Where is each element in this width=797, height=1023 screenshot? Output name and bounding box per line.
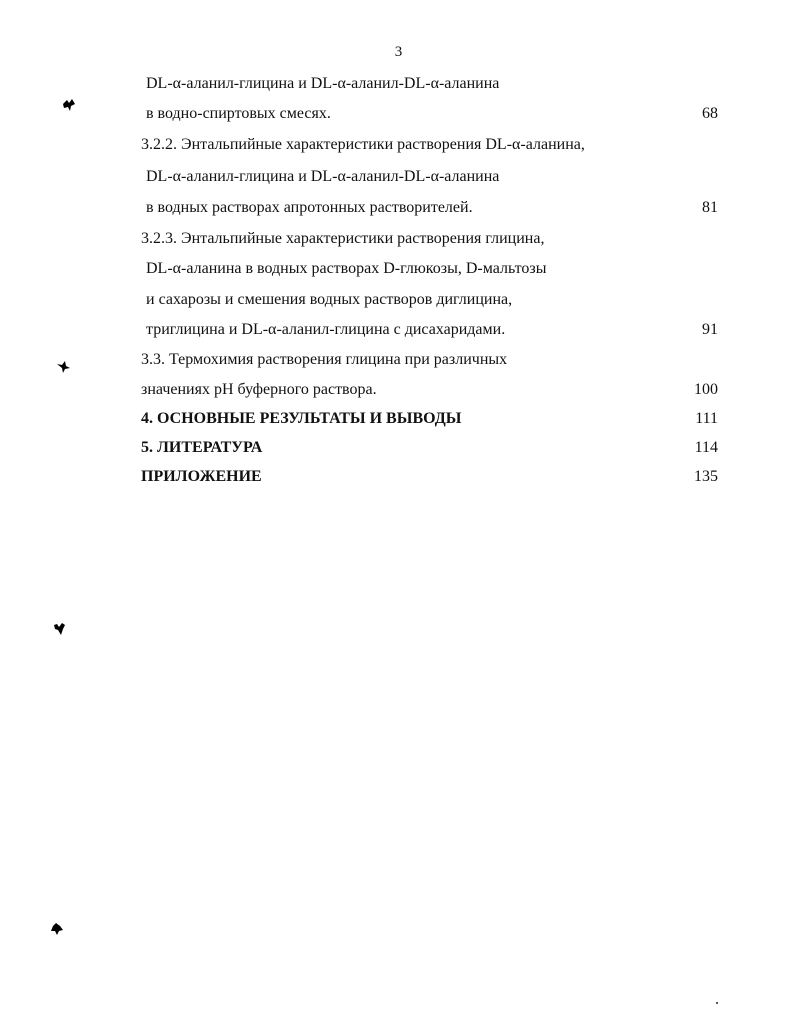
toc-entry-text: и сахарозы и смешения водных растворов диглицина, <box>146 291 513 308</box>
scan-speck <box>716 1002 718 1004</box>
toc-entry-text: триглицина и DL-α-аланил-глицина с дисахаридами. <box>146 321 506 338</box>
binding-mark-icon <box>56 360 70 374</box>
toc-entry-text: в водных растворах апротонных растворителей. <box>146 199 473 216</box>
page-number: 3 <box>394 44 403 60</box>
toc-entry-page: 91 <box>702 321 718 338</box>
toc-entry-text: 3.3. Термохимия растворения глицина при различных <box>141 351 508 368</box>
toc-entry-text: DL-α-аланил-глицина и DL-α-аланил-DL-α-аланина <box>146 75 500 92</box>
toc-entry-text: ПРИЛОЖЕНИЕ <box>141 468 262 485</box>
toc-entry-page: 114 <box>694 439 718 456</box>
toc-entry-text: DL-α-аланил-глицина и DL-α-аланил-DL-α-аланина <box>146 168 500 185</box>
binding-mark-icon <box>50 922 64 936</box>
toc-entry-text: 5. ЛИТЕРАТУРА <box>141 439 263 456</box>
toc-entry-text: 3.2.3. Энтальпийные характеристики растворения глицина, <box>141 230 545 247</box>
toc-entry-text: DL-α-аланина в водных растворах D-глюкозы, D-мальтозы <box>146 260 547 277</box>
toc-entry-text: 4. ОСНОВНЫЕ РЕЗУЛЬТАТЫ И ВЫВОДЫ <box>141 410 462 427</box>
toc-entry-page: 111 <box>695 410 718 427</box>
toc-entry-text: значениях pH буферного раствора. <box>141 381 377 398</box>
toc-entry-page: 68 <box>702 105 718 122</box>
toc-entry-text: в водно-спиртовых смесях. <box>146 105 331 122</box>
binding-mark-icon <box>62 98 76 112</box>
toc-entry-text: 3.2.2. Энтальпийные характеристики растворения DL-α-аланина, <box>141 136 585 153</box>
toc-entry-page: 100 <box>694 381 718 398</box>
binding-mark-icon <box>53 622 67 636</box>
toc-entry-page: 135 <box>694 468 718 485</box>
toc-entry-page: 81 <box>702 199 718 216</box>
